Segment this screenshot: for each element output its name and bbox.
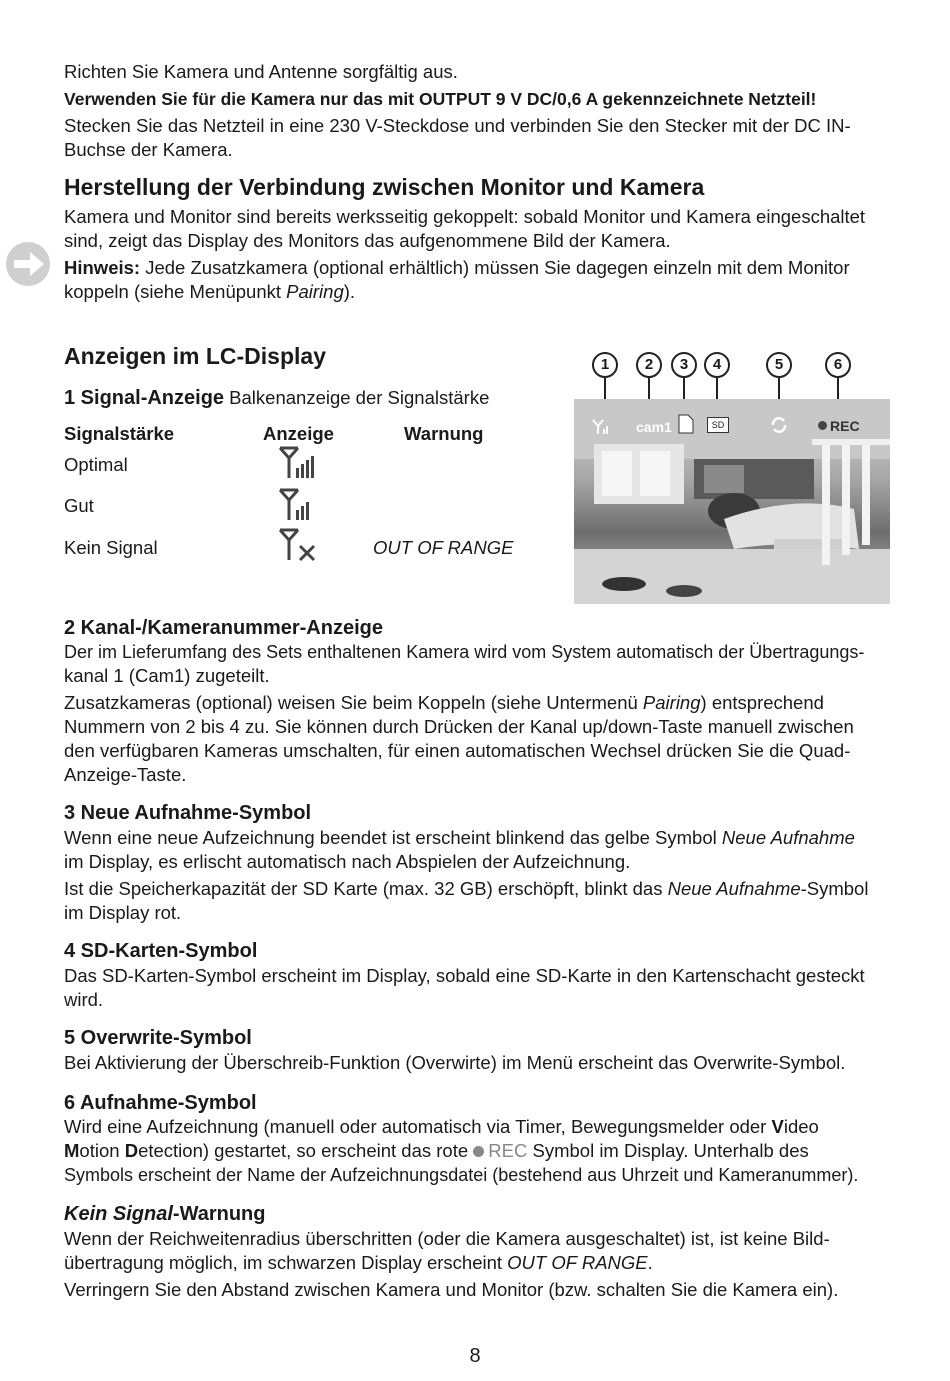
- connection-heading: Herstellung der Verbindung zwischen Monitor und Kamera: [64, 174, 705, 200]
- section-4-line: Das SD-Karten-Symbol erscheint im Display, sobald eine SD-Karte in den Kartenschacht gesteckt: [64, 965, 865, 986]
- section-6-title: 6 Aufnahme-Symbol: [64, 1092, 257, 1114]
- arrow-right-icon: [6, 242, 50, 286]
- sd-card-icon: SD: [707, 417, 729, 433]
- connection-note: Hinweis: Jede Zusatzkamera (optional erhältlich) müssen Sie dagegen einzeln mit dem Monitor: [64, 257, 850, 278]
- warning-line: übertragung möglich, im schwarzen Display erscheint OUT OF RANGE.: [64, 1252, 653, 1273]
- signal-none-icon: [278, 528, 320, 567]
- callout-6: 6: [825, 352, 851, 378]
- section-3-line: im Display, es erlischt automatisch nach Abspielen der Aufzeichnung.: [64, 851, 631, 872]
- overlay-cam-label: cam1: [636, 419, 672, 435]
- section-6-line: Symbols erscheint der Name der Aufzeichnungsdatei (bestehend aus Uhrzeit und Kameranummer).: [64, 1165, 859, 1185]
- section-3-title: 3 Neue Aufnahme-Symbol: [64, 802, 312, 824]
- intro-line-1: Richten Sie Kamera und Antenne sorgfältig aus.: [64, 61, 458, 82]
- warning-line: Verringern Sie den Abstand zwischen Kamera und Monitor (bzw. schalten Sie die Kamera ein).: [64, 1279, 839, 1300]
- table-header-warning: Warnung: [404, 423, 484, 444]
- overwrite-icon: [770, 416, 788, 439]
- intro-warning: Verwenden Sie für die Kamera nur das mit OUTPUT 9 V DC/0,6 A gekennzeichnete Netzteil!: [64, 89, 817, 109]
- page-number: 8: [469, 1345, 481, 1367]
- section-6-line: Motion Detection) gestartet, so erscheint das rote REC Symbol im Display. Unterhalb des: [64, 1140, 809, 1161]
- warning-title: Kein Signal-Warnung: [64, 1203, 266, 1225]
- callout-1: 1: [592, 352, 618, 378]
- overlay-signal-icon: [592, 419, 612, 440]
- overlay-rec-label: REC: [830, 418, 860, 434]
- section-2-title: 2 Kanal-/Kameranummer-Anzeige: [64, 617, 383, 639]
- signal-heading: 1 Signal-Anzeige Balkenanzeige der Signalstärke: [64, 387, 490, 409]
- callout-3: 3: [671, 352, 697, 378]
- signal-full-icon: [278, 446, 320, 485]
- section-5-title: 5 Overwrite-Symbol: [64, 1027, 252, 1049]
- callout-5: 5: [766, 352, 792, 378]
- rec-dot-icon: [473, 1146, 484, 1157]
- callout-4: 4: [704, 352, 730, 378]
- section-2-line: kanal 1 (Cam1) zugeteilt.: [64, 665, 270, 686]
- section-5-line: Bei Aktivierung der Überschreib-Funktion (Overwirte) im Menü erscheint das Overwrite-Symbol.: [64, 1052, 846, 1073]
- note-label: Hinweis:: [64, 257, 141, 278]
- section-2-line: Nummern von 2 bis 4 zu. Sie können durch Drücken der Kanal up/down-Taste manuell zwischen: [64, 716, 854, 737]
- intro-line-4: Buchse der Kamera.: [64, 139, 233, 160]
- warning-line: Wenn der Reichweitenradius überschritten (oder die Kamera ausgeschaltet) ist, ist keine Bild-: [64, 1228, 830, 1249]
- new-recording-icon: [678, 414, 694, 439]
- section-2-line: Der im Lieferumfang des Sets enthaltenen Kamera wird vom System automatisch der Übertragungs-: [64, 642, 865, 662]
- section-3-line: im Display rot.: [64, 902, 182, 923]
- rec-label: REC: [488, 1140, 528, 1161]
- section-4-title: 4 SD-Karten-Symbol: [64, 940, 258, 962]
- table-row-strength: Optimal: [64, 454, 128, 475]
- table-header-indicator: Anzeige: [263, 423, 334, 444]
- section-6-line: Wird eine Aufzeichnung (manuell oder automatisch via Timer, Bewegungsmelder oder Video: [64, 1116, 819, 1137]
- section-2-line: Anzeige-Taste.: [64, 764, 187, 785]
- warning-out-of-range: OUT OF RANGE: [373, 537, 514, 558]
- section-2-line: Zusatzkameras (optional) weisen Sie beim Koppeln (siehe Untermenü Pairing) entsprechend: [64, 692, 824, 713]
- section-3-line: Ist die Speicherkapazität der SD Karte (max. 32 GB) erschöpft, blinkt das Neue Aufnahme-Symbol: [64, 878, 869, 899]
- connection-line-4: koppeln (siehe Menüpunkt Pairing).: [64, 281, 356, 302]
- section-3-line: Wenn eine neue Aufzeichnung beendet ist erscheint blinkend das gelbe Symbol Neue Aufnahme: [64, 827, 855, 848]
- table-row-strength: Gut: [64, 495, 94, 516]
- section-2-line: den verfügbaren Kameras umschalten, für einen automatischen Wechsel drücken Sie die Quad-: [64, 740, 851, 761]
- connection-line-1: Kamera und Monitor sind bereits werksseitig gekoppelt: sobald Monitor und Kamera eingeschaltet: [64, 206, 866, 227]
- table-header-strength: Signalstärke: [64, 423, 175, 444]
- callout-2: 2: [636, 352, 662, 378]
- display-screenshot: [574, 346, 890, 604]
- camera-image: [574, 399, 890, 604]
- connection-line-2: sind, zeigt das Display des Monitors das aufgenommene Bild der Kamera.: [64, 230, 671, 251]
- table-row-strength: Kein Signal: [64, 537, 158, 558]
- intro-line-3: Stecken Sie das Netzteil in eine 230 V-Steckdose und verbinden Sie den Stecker mit der DC IN-: [64, 115, 851, 136]
- signal-good-icon: [278, 488, 320, 527]
- display-heading: Anzeigen im LC-Display: [64, 343, 326, 369]
- rec-dot-icon: [818, 421, 827, 430]
- section-4-line: wird.: [64, 989, 104, 1010]
